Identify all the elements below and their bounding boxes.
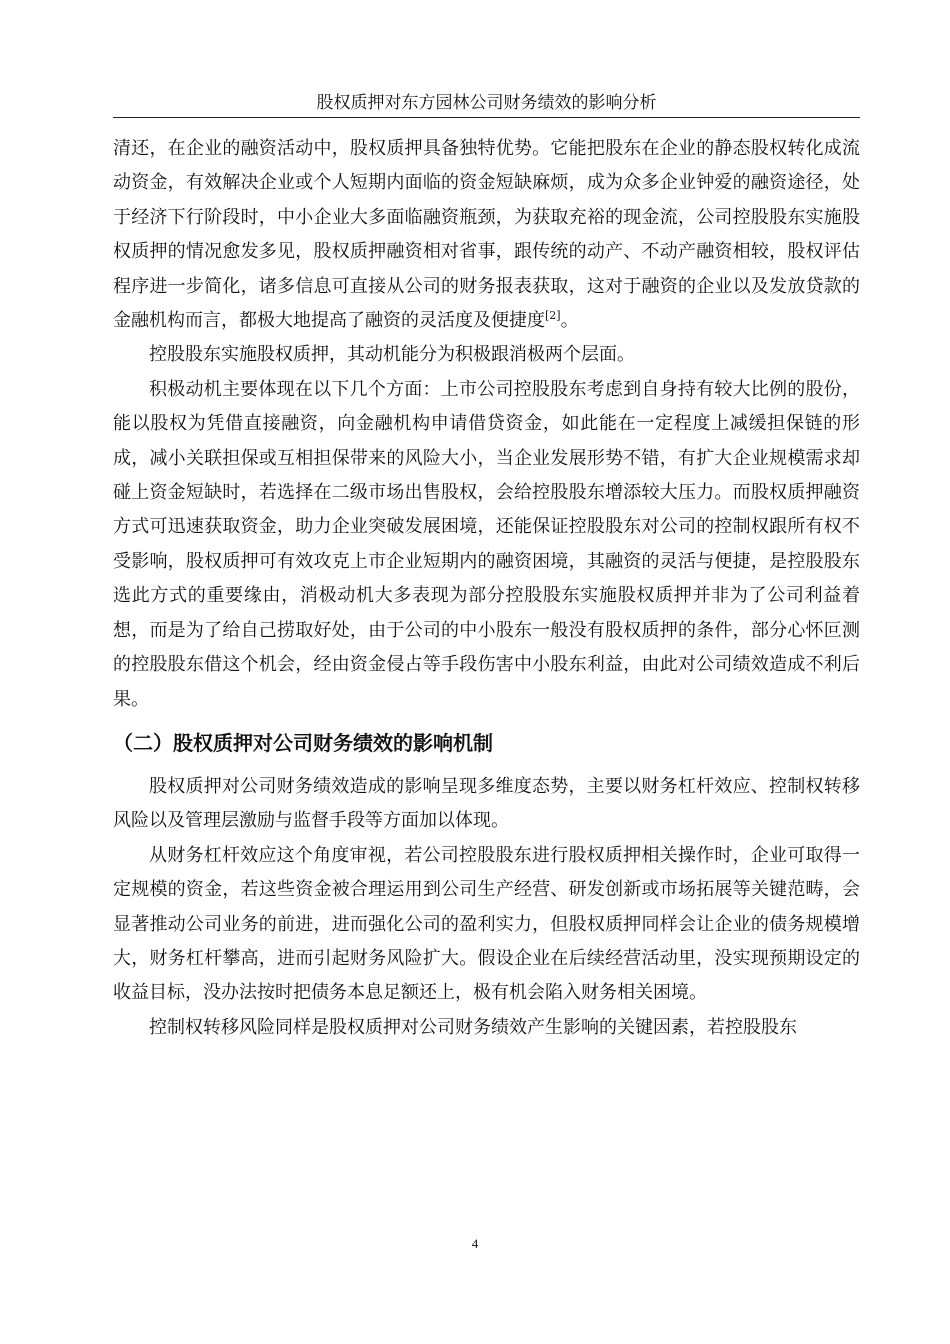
paragraph-motives-intro: 控股股东实施股权质押，其动机能分为积极跟消极两个层面。 <box>149 344 635 366</box>
header-divider <box>113 117 860 118</box>
page-number: 4 <box>471 1236 479 1251</box>
paragraph-control-transfer: 控制权转移风险同样是股权质押对公司财务绩效产生影响的关键因素，若控股股东 <box>149 1016 797 1038</box>
running-header-title: 股权质押对东方园林公司财务绩效的影响分析 <box>316 93 657 113</box>
paragraph-text: 清还，在企业的融资活动中，股权质押具备独特优势。它能把股东在企业的静态股权转化成流动资金，有效解决企业或个人短期内面临的资金短缺麻烦，成为众多企业钟爱的融资途径，处于经济下行阶段时，中小企业大多面临融资瓶颈，为获取充裕的现金流，公司控股股东实施股权质押的情况愈发多见，股权质押融资相对省事，跟传统的动产、不动产融资相较，股权评估程序进一步简化，诸多信息可直接从公司的财务报表获取，这对于融资的企业以及发放贷款的金融机构而言，都极大地提高了融资的灵活度及便捷度 <box>113 138 860 332</box>
paragraph-continuation <box>113 132 860 338</box>
paragraph-financial-leverage: 从财务杠杆效应这个角度审视，若公司控股股东进行股权质押相关操作时，企业可取得一定规模的资金，若这些资金被合理运用到公司生产经营、研发创新或市场拓展等关键范畴，会显著推动公司业务的前进，进而强化公司的盈利实力，但股权质押同样会让企业的债务规模增大，财务杠杆攀高，进而引起财务风险扩大。假设企业在后续经营活动里，没实现预期设定的收益目标，没办法按时把债务本息足额还上，极有机会陷入财务相关困境。 <box>113 844 860 1004</box>
paragraph-positive-motives: 积极动机主要体现在以下几个方面：上市公司控股股东考虑到自身持有较大比例的股份，能以股权为凭借直接融资，向金融机构申请借贷资金，如此能在一定程度上减缓担保链的形成，减小关联担保或互相担保带来的风险大小，当企业发展形势不错，有扩大企业规模需求却碰上资金短缺时，若选择在二级市场出售股权，会给控股股东增添较大压力。而股权质押融资方式可迅速获取资金，助力企业突破发展困境，还能保证控股股东对公司的控制权跟所有权不受影响，股权质押可有效攻克上市企业短期内的融资困境，其融资的灵活与便捷，是控股股东选此方式的重要缘由，消极动机大多表现为部分控股股东实施股权质押并非为了公司利益着想，而是为了给自己捞取好处，由于公司的中小股东一般没有股权质押的条件，部分心怀叵测的控股股东借这个机会，经由资金侵占等手段伤害中小股东利益，由此对公司绩效造成不利后果。 <box>113 378 860 710</box>
paragraph-mechanism-intro: 股权质押对公司财务绩效造成的影响呈现多维度态势，主要以财务杠杆效应、控制权转移风险以及管理层激励与监督手段等方面加以体现。 <box>113 775 860 832</box>
section-heading: （二）股权质押对公司财务绩效的影响机制 <box>113 730 493 755</box>
body-text <box>113 132 860 1045</box>
citation-reference: [2] <box>545 309 561 323</box>
paragraph-end: 。 <box>560 310 579 332</box>
